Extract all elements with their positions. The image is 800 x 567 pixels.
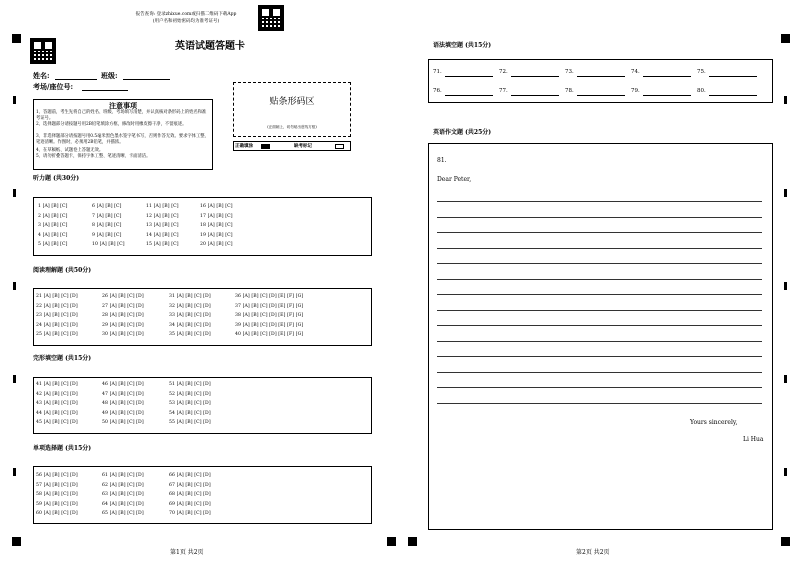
student-qr-code-icon — [30, 38, 56, 64]
listening-question-row[interactable]: 17 [A] [B] [C] — [200, 213, 233, 219]
grammar-answer-line[interactable] — [709, 76, 757, 77]
listening-question-row[interactable]: 3 [A] [B] [C] — [38, 223, 68, 228]
writing-line[interactable] — [437, 248, 762, 249]
report-notice-line2: (用户名和初始密码均为准考证号) — [152, 19, 220, 24]
listening-question-row[interactable]: 10 [A] [B] [C] — [92, 242, 125, 247]
grammar-answer-line[interactable] — [511, 95, 559, 96]
cloze-question-row[interactable]: 41 [A] [B] [C] [D] — [36, 382, 78, 387]
notice-item: 4、在草稿纸、试题卷上答题无效。 — [36, 148, 104, 153]
reading-question-row[interactable]: 23 [A] [B] [C] [D] — [36, 313, 78, 318]
cloze-question-row[interactable]: 49 [A] [B] [C] [D] — [102, 410, 144, 416]
reading-question-row[interactable]: 34 [A] [B] [C] [D] — [169, 322, 211, 328]
single-choice-question-row[interactable]: 64 [A] [B] [C] [D] — [102, 501, 144, 507]
corner-mark-top-right — [781, 34, 790, 43]
listening-question-row[interactable]: 4 [A] [B] [C] — [38, 232, 68, 238]
timing-tick — [784, 282, 787, 290]
single-choice-question-row[interactable]: 67 [A] [B] [C] [D] — [169, 482, 211, 488]
grammar-item[interactable] — [433, 88, 495, 97]
grammar-answer-line[interactable] — [577, 95, 625, 96]
notice-item: 2、选择题部分请按题号用2B铅笔填涂方框，修改时用橡皮擦干净，不留痕迹。 — [36, 122, 187, 127]
grammar-item-number: 76. — [433, 88, 442, 94]
writing-question-number: 81. — [437, 157, 447, 164]
reading-question-row[interactable]: 26 [A] [B] [C] [D] — [102, 294, 144, 299]
listening-question-row[interactable]: 6 [A] [B] [C] — [92, 204, 122, 209]
timing-tick — [13, 375, 16, 383]
listening-question-row[interactable]: 20 [A] [B] [C] — [200, 242, 233, 247]
reading-question-row[interactable]: 36 [A] [B] [C] [D] [E] [F] [G] — [235, 294, 304, 299]
listening-question-row[interactable]: 2 [A] [B] [C] — [38, 213, 68, 219]
single-choice-question-row[interactable]: 58 [A] [B] [C] [D] — [36, 492, 78, 497]
listening-question-row[interactable]: 19 [A] [B] [C] — [200, 232, 233, 238]
cloze-question-row[interactable]: 48 [A] [B] [C] [D] — [102, 401, 144, 406]
corner-mark-top-left — [12, 34, 21, 43]
single-choice-question-row[interactable]: 65 [A] [B] [C] [D] — [102, 511, 144, 516]
grammar-item[interactable] — [499, 69, 561, 78]
writing-line[interactable] — [437, 403, 762, 404]
grammar-item[interactable] — [631, 88, 693, 97]
fill-legend — [233, 141, 351, 151]
reading-question-row[interactable]: 40 [A] [B] [C] [D] [E] [F] [G] — [235, 332, 304, 337]
reading-question-row[interactable]: 33 [A] [B] [C] [D] — [169, 313, 211, 318]
grammar-answer-line[interactable] — [709, 95, 757, 96]
single-choice-question-row[interactable]: 62 [A] [B] [C] [D] — [102, 482, 144, 488]
listening-question-row[interactable]: 7 [A] [B] [C] — [92, 213, 122, 219]
timing-tick — [13, 96, 16, 104]
page-title: 英语试题答题卡 — [175, 41, 245, 52]
reading-question-row[interactable]: 24 [A] [B] [C] [D] — [36, 322, 78, 328]
listening-question-row[interactable]: 1 [A] [B] [C] — [38, 204, 68, 209]
single-choice-question-row[interactable]: 70 [A] [B] [C] [D] — [169, 511, 211, 516]
corner-mark-bottom-mid-left — [387, 537, 396, 546]
correct-fill-label: 正确填涂 — [235, 144, 253, 149]
reading-question-row[interactable]: 30 [A] [B] [C] [D] — [102, 332, 144, 337]
listening-question-row[interactable]: 15 [A] [B] [C] — [146, 242, 179, 247]
barcode-hint: (正面朝上，切勿贴出虚线方框) — [267, 125, 317, 129]
section-title-grammar: 语法填空题 (共15分) — [433, 42, 492, 49]
writing-closing: Yours sincerely, — [690, 419, 738, 426]
grammar-item-number: 79. — [631, 88, 640, 94]
cloze-question-row[interactable]: 51 [A] [B] [C] [D] — [169, 382, 211, 387]
absent-mark-label: 缺考标记 — [294, 144, 312, 149]
timing-tick — [784, 189, 787, 197]
cloze-question-row[interactable]: 50 [A] [B] [C] [D] — [102, 420, 144, 425]
listening-question-row[interactable]: 9 [A] [B] [C] — [92, 232, 122, 238]
writing-line[interactable] — [437, 356, 762, 357]
grammar-item[interactable] — [565, 69, 627, 78]
writing-line[interactable] — [437, 263, 762, 264]
writing-line[interactable] — [437, 294, 762, 295]
notice-box — [33, 99, 213, 170]
single-choice-question-row[interactable]: 63 [A] [B] [C] [D] — [102, 492, 144, 497]
listening-question-row[interactable]: 16 [A] [B] [C] — [200, 204, 233, 209]
class-field[interactable] — [123, 79, 170, 80]
single-choice-question-row[interactable]: 66 [A] [B] [C] [D] — [169, 473, 211, 478]
writing-line[interactable] — [437, 387, 762, 388]
reading-question-row[interactable]: 38 [A] [B] [C] [D] [E] [F] [G] — [235, 313, 304, 318]
reading-question-row[interactable]: 37 [A] [B] [C] [D] [E] [F] [G] — [235, 303, 304, 309]
name-label: 姓名: — [33, 71, 50, 80]
reading-question-row[interactable]: 25 [A] [B] [C] [D] — [36, 332, 78, 337]
writing-greeting: Dear Peter, — [437, 176, 472, 183]
page-number-1: 第1页 共2页 — [170, 549, 204, 556]
reading-question-row[interactable]: 29 [A] [B] [C] [D] — [102, 322, 144, 328]
grammar-answer-line[interactable] — [643, 95, 691, 96]
class-label: 班级: — [101, 71, 118, 80]
reading-question-row[interactable]: 31 [A] [B] [C] [D] — [169, 294, 211, 299]
reading-question-row[interactable]: 27 [A] [B] [C] [D] — [102, 303, 144, 309]
listening-question-row[interactable]: 11 [A] [B] [C] — [146, 204, 179, 209]
grammar-item[interactable] — [631, 69, 693, 78]
correct-fill-sample — [261, 144, 270, 149]
single-choice-question-row[interactable]: 57 [A] [B] [C] [D] — [36, 482, 78, 488]
seat-label: 考场/座位号: — [33, 82, 74, 91]
listening-question-row[interactable]: 5 [A] [B] [C] — [38, 242, 68, 247]
cloze-question-row[interactable]: 42 [A] [B] [C] [D] — [36, 391, 78, 397]
single-choice-question-row[interactable]: 68 [A] [B] [C] [D] — [169, 492, 211, 497]
section-title-reading: 阅读理解题 (共50分) — [33, 267, 92, 274]
section-title-listening: 听力题 (共30分) — [33, 175, 80, 182]
grammar-item-number: 80. — [697, 88, 706, 94]
writing-line[interactable] — [437, 325, 762, 326]
grammar-item-number: 77. — [499, 88, 508, 94]
cloze-question-row[interactable]: 53 [A] [B] [C] [D] — [169, 401, 211, 406]
seat-field[interactable] — [82, 90, 128, 91]
grammar-item[interactable] — [499, 88, 561, 97]
writing-line[interactable] — [437, 279, 762, 280]
report-notice-line1: 报告查询: 登录zhixue.com或扫描二维码下载App — [135, 12, 237, 17]
timing-tick — [784, 96, 787, 104]
cloze-question-row[interactable]: 55 [A] [B] [C] [D] — [169, 420, 211, 425]
notice-item: 1、答题前，考生先将自己的姓名、班级、考场填写清楚，并认真核对条形码上的姓名和准考证号。 — [36, 110, 207, 121]
writing-line[interactable] — [437, 232, 762, 233]
timing-tick — [784, 375, 787, 383]
notice-item: 5、请勿折叠答题卡，保持字体工整、笔迹清晰、卡面清洁。 — [36, 154, 151, 159]
writing-signature: Li Hua — [743, 436, 764, 443]
name-field[interactable] — [55, 79, 97, 80]
grammar-item[interactable] — [565, 88, 627, 97]
listening-question-row[interactable]: 12 [A] [B] [C] — [146, 213, 179, 219]
reading-question-row[interactable]: 35 [A] [B] [C] [D] — [169, 332, 211, 337]
writing-line[interactable] — [437, 341, 762, 342]
single-choice-question-row[interactable]: 56 [A] [B] [C] [D] — [36, 473, 78, 478]
cloze-question-row[interactable]: 45 [A] [B] [C] [D] — [36, 420, 78, 425]
writing-line[interactable] — [437, 201, 762, 202]
cloze-question-row[interactable]: 52 [A] [B] [C] [D] — [169, 391, 211, 397]
absent-mark-box[interactable] — [335, 144, 344, 149]
grammar-item-number: 74. — [631, 69, 640, 75]
single-choice-question-row[interactable]: 69 [A] [B] [C] [D] — [169, 501, 211, 507]
timing-tick — [784, 468, 787, 476]
notice-item: 3、非选择题部分请按题号用0.5毫米黑色墨水签字笔书写，否则作答无效。要求字体工整、笔迹清晰。作图时，必须用2B铅笔，并描浓。 — [36, 134, 209, 145]
grammar-item-number: 75. — [697, 69, 706, 75]
grammar-answer-line[interactable] — [577, 76, 625, 77]
single-choice-question-row[interactable]: 60 [A] [B] [C] [D] — [36, 511, 78, 516]
reading-question-row[interactable]: 28 [A] [B] [C] [D] — [102, 313, 144, 318]
timing-tick — [13, 189, 16, 197]
listening-question-row[interactable]: 14 [A] [B] [C] — [146, 232, 179, 238]
cloze-question-row[interactable]: 54 [A] [B] [C] [D] — [169, 410, 211, 416]
listening-question-row[interactable]: 18 [A] [B] [C] — [200, 223, 233, 228]
cloze-question-row[interactable]: 43 [A] [B] [C] [D] — [36, 401, 78, 406]
grammar-item[interactable] — [697, 88, 759, 97]
page-number-2: 第2页 共2页 — [576, 549, 610, 556]
single-choice-question-row[interactable]: 59 [A] [B] [C] [D] — [36, 501, 78, 507]
cloze-question-row[interactable]: 46 [A] [B] [C] [D] — [102, 382, 144, 387]
grammar-answer-line[interactable] — [643, 76, 691, 77]
barcode-title: 贴条形码区 — [269, 97, 315, 107]
grammar-answer-line[interactable] — [511, 76, 559, 77]
grammar-answer-line[interactable] — [445, 95, 493, 96]
grammar-answer-line[interactable] — [445, 76, 493, 77]
notice-title: 注意事项 — [109, 101, 137, 110]
writing-line[interactable] — [437, 372, 762, 373]
listening-question-row[interactable]: 8 [A] [B] [C] — [92, 223, 122, 228]
section-title-cloze: 完形填空题 (共15分) — [33, 355, 92, 362]
app-qr-code-icon — [258, 5, 284, 31]
section-title-writing: 英语作文题 (共25分) — [433, 129, 492, 136]
reading-question-row[interactable]: 39 [A] [B] [C] [D] [E] [F] [G] — [235, 322, 304, 328]
corner-mark-bottom-right — [781, 537, 790, 546]
writing-line[interactable] — [437, 310, 762, 311]
section-title-single-choice: 单项选择题 (共15分) — [33, 445, 92, 452]
corner-mark-bottom-left — [12, 537, 21, 546]
barcode-area — [233, 82, 351, 137]
reading-question-row[interactable]: 22 [A] [B] [C] [D] — [36, 303, 78, 309]
writing-line[interactable] — [437, 217, 762, 218]
single-choice-question-row[interactable]: 61 [A] [B] [C] [D] — [102, 473, 144, 478]
cloze-question-row[interactable]: 44 [A] [B] [C] [D] — [36, 410, 78, 416]
listening-question-row[interactable]: 13 [A] [B] [C] — [146, 223, 179, 228]
cloze-question-row[interactable]: 47 [A] [B] [C] [D] — [102, 391, 144, 397]
reading-question-row[interactable]: 32 [A] [B] [C] [D] — [169, 303, 211, 309]
grammar-item-number: 78. — [565, 88, 574, 94]
grammar-item-number: 72. — [499, 69, 508, 75]
timing-tick — [13, 282, 16, 290]
grammar-item-number: 71. — [433, 69, 442, 75]
grammar-item[interactable] — [697, 69, 759, 78]
timing-tick — [13, 468, 16, 476]
corner-mark-bottom-mid-right — [408, 537, 417, 546]
grammar-item-number: 73. — [565, 69, 574, 75]
grammar-item[interactable] — [433, 69, 495, 78]
reading-question-row[interactable]: 21 [A] [B] [C] [D] — [36, 294, 78, 299]
